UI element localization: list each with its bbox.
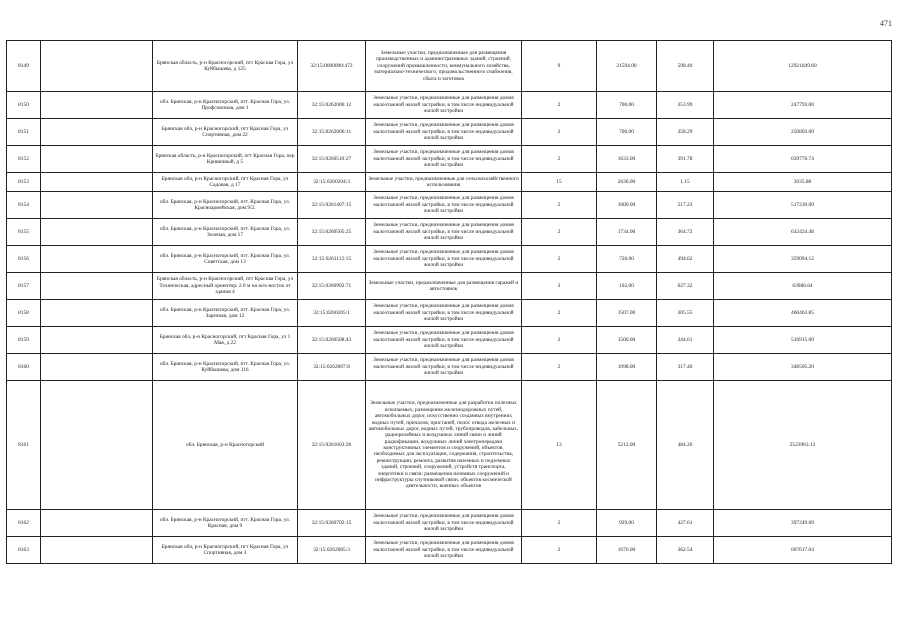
area-cell: 5212.00	[597, 381, 657, 510]
specific-value-cell: 358.29	[657, 119, 714, 146]
use-group-cell: 13	[522, 381, 597, 510]
address-cell: Брянская область, р-н Красногорский, пгт Красная Гора, пер Кривичный, д 5	[153, 146, 298, 173]
blank-cell	[41, 92, 153, 119]
cadastral-number-cell: 32:15:0260505:25	[298, 219, 366, 246]
cadastral-value-cell: 2523963.12	[714, 381, 892, 510]
table-row	[7, 246, 892, 273]
use-group-cell: 2	[522, 119, 597, 146]
cadastral-value-table	[6, 40, 892, 564]
use-group-cell: 2	[522, 192, 597, 219]
use-group-cell: 2	[522, 92, 597, 119]
land-use-cell: Земельные участки, предназначенные для размещения домов малоэтажной жилой застройки, в том числе индивидуальной жилой застройки	[366, 219, 522, 246]
use-group-cell: 9	[522, 41, 597, 92]
blank-cell	[41, 41, 153, 92]
cadastral-value-cell: 632424.48	[714, 219, 892, 246]
cadastral-number-cell: 32:15:0262006:12	[298, 92, 366, 119]
area-cell: 1676.00	[597, 537, 657, 564]
address-cell: Брянская обл, р-н Красногорский, пгт Красная Гора, ул Спортивная, дом 22	[153, 119, 298, 146]
cadastral-number-cell: 32:15:0262007:8	[298, 354, 366, 381]
area-cell: 1000.00	[597, 192, 657, 219]
cadastral-value-cell: 359094.12	[714, 246, 892, 273]
cadastral-number-cell: 32:15:0261112:15	[298, 246, 366, 273]
address-cell: Брянская обл, р-н Красногорский, пгт Красная Гора, ул 1 Мая, д 22	[153, 327, 298, 354]
table-row	[7, 41, 892, 92]
specific-value-cell: 362.54	[657, 537, 714, 564]
cadastral-value-cell: 63986.64	[714, 273, 892, 300]
row-number: 8149	[7, 41, 41, 92]
table-row	[7, 300, 892, 327]
table-row	[7, 510, 892, 537]
table-row	[7, 219, 892, 246]
area-cell: 1098.00	[597, 354, 657, 381]
area-cell: 21594.00	[597, 41, 657, 92]
use-group-cell: 15	[522, 173, 597, 192]
specific-value-cell: 427.61	[657, 510, 714, 537]
row-number: 8151	[7, 119, 41, 146]
specific-value-cell: 391.78	[657, 146, 714, 173]
address-cell: Брянская обл, р-н Красногорский, пгт Красная Гора, ул Садовая, д 17	[153, 173, 298, 192]
cadastral-value-cell: 460463.85	[714, 300, 892, 327]
row-number: 8160	[7, 354, 41, 381]
page-number: 471	[880, 19, 892, 28]
row-number: 8158	[7, 300, 41, 327]
area-cell: 700.00	[597, 92, 657, 119]
use-group-cell: 2	[522, 146, 597, 173]
table-row	[7, 537, 892, 564]
area-cell: 726.00	[597, 246, 657, 273]
row-number: 8152	[7, 146, 41, 173]
specific-value-cell: 627.32	[657, 273, 714, 300]
cadastral-value-cell: 3035.88	[714, 173, 892, 192]
area-cell: 1734.00	[597, 219, 657, 246]
specific-value-cell: 305.55	[657, 300, 714, 327]
land-use-cell: Земельные участки, предназначенные для размещения домов малоэтажной жилой застройки, в том числе индивидуальной жилой застройки	[366, 354, 522, 381]
row-number: 8157	[7, 273, 41, 300]
area-cell: 1507.00	[597, 300, 657, 327]
cadastral-number-cell: 32:15:0260902:71	[298, 273, 366, 300]
address-cell: Брянская область, р-н Красногорский, пгт Красная Гора, ул Куйбышева, д 125	[153, 41, 298, 92]
address-cell: обл. Брянская, р-н Красногорский, пгт. Красная Гора, ул. Профсоюзная, дом 1	[153, 92, 298, 119]
cadastral-number-cell: 32:15:0260702:15	[298, 510, 366, 537]
blank-cell	[41, 246, 153, 273]
use-group-cell: 3	[522, 273, 597, 300]
specific-value-cell: 1.15	[657, 173, 714, 192]
use-group-cell: 2	[522, 354, 597, 381]
blank-cell	[41, 327, 153, 354]
area-cell: 2636.00	[597, 173, 657, 192]
address-cell: обл. Брянская, р-н Красногорский, пгт. Красная Гора, ул. Заречная, дом 12	[153, 300, 298, 327]
table-row	[7, 173, 892, 192]
area-cell: 1633.00	[597, 146, 657, 173]
table-row	[7, 192, 892, 219]
land-use-cell: Земельные участки, предназначенные для размещения домов малоэтажной жилой застройки, в том числе индивидуальной жилой застройки	[366, 192, 522, 219]
use-group-cell: 2	[522, 537, 597, 564]
cadastral-number-cell: 32:15:0260204:3	[298, 173, 366, 192]
address-cell: обл. Брянская, р-н Красногорский, пгт. Красная Гора, ул. Зеленая, дом 17	[153, 219, 298, 246]
land-use-cell: Земельные участки, предназначенные для разработки полезных ископаемых, размещения железнодорожных путей, автомобильных дорог, искусственно созданных внутренних водных путей, причалов, пристаней, полос отвода железных и автомобильных дорог, водных путей, трубопроводов, кабельных, радиорелейных и воздушных линий связи и линий радиофикации, воздушных линий электропередачи конструктивных элементов и сооружений, объектов, необходимых для эксплуатации, содержания, строительства, реконструкции, ремонта, развития наземных и подземных зданий, строений, сооружений, устройств транспорта, энергетики и связи; размещения наземных сооружений и инфраструктуры спутниковой связи, объектов космической деятельности, военных объектов	[366, 381, 522, 510]
area-cell: 102.00	[597, 273, 657, 300]
blank-cell	[41, 537, 153, 564]
land-use-cell: Земельные участки, предназначенные для размещения домов малоэтажной жилой застройки, в том числе индивидуальной жилой застройки	[366, 146, 522, 173]
area-cell: 700.00	[597, 119, 657, 146]
address-cell: обл. Брянская, р-н Красногорский	[153, 381, 298, 510]
cadastral-value-cell: 639776.74	[714, 146, 892, 173]
cadastral-value-cell: 250803.00	[714, 119, 892, 146]
use-group-cell: 2	[522, 219, 597, 246]
address-cell: обл. Брянская, р-н Красногорский, пгт. Красная Гора, ул. Куйбышева, дом 116	[153, 354, 298, 381]
cadastral-number-cell: 32:15:0260510:27	[298, 146, 366, 173]
land-use-cell: Земельные участки, предназначенные для размещения домов малоэтажной жилой застройки, в том числе индивидуальной жилой застройки	[366, 510, 522, 537]
address-cell: обл. Брянская, р-н Красногорский, пгт. Красная Гора, ул. Красная, дом 9	[153, 510, 298, 537]
cadastral-number-cell: 32:15:0260205:1	[298, 300, 366, 327]
table-row	[7, 354, 892, 381]
land-use-cell: Земельные участки, предназначенные для размещения гаражей и автостоянок	[366, 273, 522, 300]
blank-cell	[41, 119, 153, 146]
cadastral-value-cell: 517230.00	[714, 192, 892, 219]
address-cell: обл. Брянская, р-н Красногорский, пгт. Красная Гора, ул. Красноармейская, дом 9/2.	[153, 192, 298, 219]
blank-cell	[41, 510, 153, 537]
land-use-cell: Земельные участки, предназначенные для размещения домов малоэтажной жилой застройки, в том числе индивидуальной жилой застройки	[366, 119, 522, 146]
use-group-cell: 2	[522, 510, 597, 537]
specific-value-cell: 353.99	[657, 92, 714, 119]
cadastral-value-cell: 348505.20	[714, 354, 892, 381]
specific-value-cell: 484.26	[657, 381, 714, 510]
table-row	[7, 92, 892, 119]
cadastral-value-cell: 397249.69	[714, 510, 892, 537]
table-row	[7, 146, 892, 173]
use-group-cell: 2	[522, 327, 597, 354]
blank-cell	[41, 146, 153, 173]
use-group-cell: 2	[522, 246, 597, 273]
table-row	[7, 381, 892, 510]
row-number: 8161	[7, 381, 41, 510]
address-cell: Брянская обл, р-н Красногорский, пгт Красная Гора, ул Спортивная, дом 3	[153, 537, 298, 564]
area-cell: 929.00	[597, 510, 657, 537]
cadastral-number-cell: 32:15:0261603:26	[298, 381, 366, 510]
blank-cell	[41, 192, 153, 219]
cadastral-value-cell: 247793.00	[714, 92, 892, 119]
cadastral-value-cell: 12921849.60	[714, 41, 892, 92]
table-row	[7, 327, 892, 354]
land-use-cell: Земельные участки, предназначенные для размещения домов малоэтажной жилой застройки, в том числе индивидуальной жилой застройки	[366, 537, 522, 564]
specific-value-cell: 598.40	[657, 41, 714, 92]
row-number: 8154	[7, 192, 41, 219]
specific-value-cell: 344.61	[657, 327, 714, 354]
cadastral-number-cell: 32:15:0260508:43	[298, 327, 366, 354]
land-use-cell: Земельные участки, предназначенные для размещения домов малоэтажной жилой застройки, в том числе индивидуальной жилой застройки	[366, 246, 522, 273]
blank-cell	[41, 354, 153, 381]
row-number: 8155	[7, 219, 41, 246]
cadastral-value-cell: 607617.04	[714, 537, 892, 564]
row-number: 8162	[7, 510, 41, 537]
area-cell: 1500.00	[597, 327, 657, 354]
cadastral-number-cell: 32:15:0262005:3	[298, 537, 366, 564]
land-use-cell: Земельные участки, предназначенные для размещения домов малоэтажной жилой застройки, в том числе индивидуальной жилой застройки	[366, 300, 522, 327]
blank-cell	[41, 273, 153, 300]
address-cell: Брянская область, р-н Красногорский, пгт Красная Гора, ул Техническая, адресный ориентир: 2.0 м на юго-восток от здания 4	[153, 273, 298, 300]
table-row	[7, 273, 892, 300]
land-use-cell: Земельные участки, предназначенные для сельскохозяйственного использования	[366, 173, 522, 192]
blank-cell	[41, 219, 153, 246]
cadastral-number-cell: 32:15:0000000:472	[298, 41, 366, 92]
specific-value-cell: 517.23	[657, 192, 714, 219]
specific-value-cell: 317.40	[657, 354, 714, 381]
blank-cell	[41, 381, 153, 510]
row-number: 8159	[7, 327, 41, 354]
row-number: 8156	[7, 246, 41, 273]
address-cell: обл. Брянская, р-н Красногорский, пгт. Красная Гора, ул. Советская, дом 13	[153, 246, 298, 273]
land-use-cell: Земельные участки, предназначенные для размещения производственных и административных зданий, строений, сооружений промышленности, коммунального хозяйства, материально-технического, продовольственного снабжения, сбыта и заготовок	[366, 41, 522, 92]
cadastral-value-cell: 516915.00	[714, 327, 892, 354]
cadastral-number-cell: 32:15:0262006:11	[298, 119, 366, 146]
blank-cell	[41, 300, 153, 327]
specific-value-cell: 364.72	[657, 219, 714, 246]
land-use-cell: Земельные участки, предназначенные для размещения домов малоэтажной жилой застройки, в том числе индивидуальной жилой застройки	[366, 92, 522, 119]
land-use-cell: Земельные участки, предназначенные для размещения домов малоэтажной жилой застройки, в том числе индивидуальной жилой застройки	[366, 327, 522, 354]
row-number: 8153	[7, 173, 41, 192]
specific-value-cell: 494.62	[657, 246, 714, 273]
row-number: 8150	[7, 92, 41, 119]
table-row	[7, 119, 892, 146]
cadastral-number-cell: 32:15:0261407:15	[298, 192, 366, 219]
blank-cell	[41, 173, 153, 192]
use-group-cell: 2	[522, 300, 597, 327]
row-number: 8163	[7, 537, 41, 564]
